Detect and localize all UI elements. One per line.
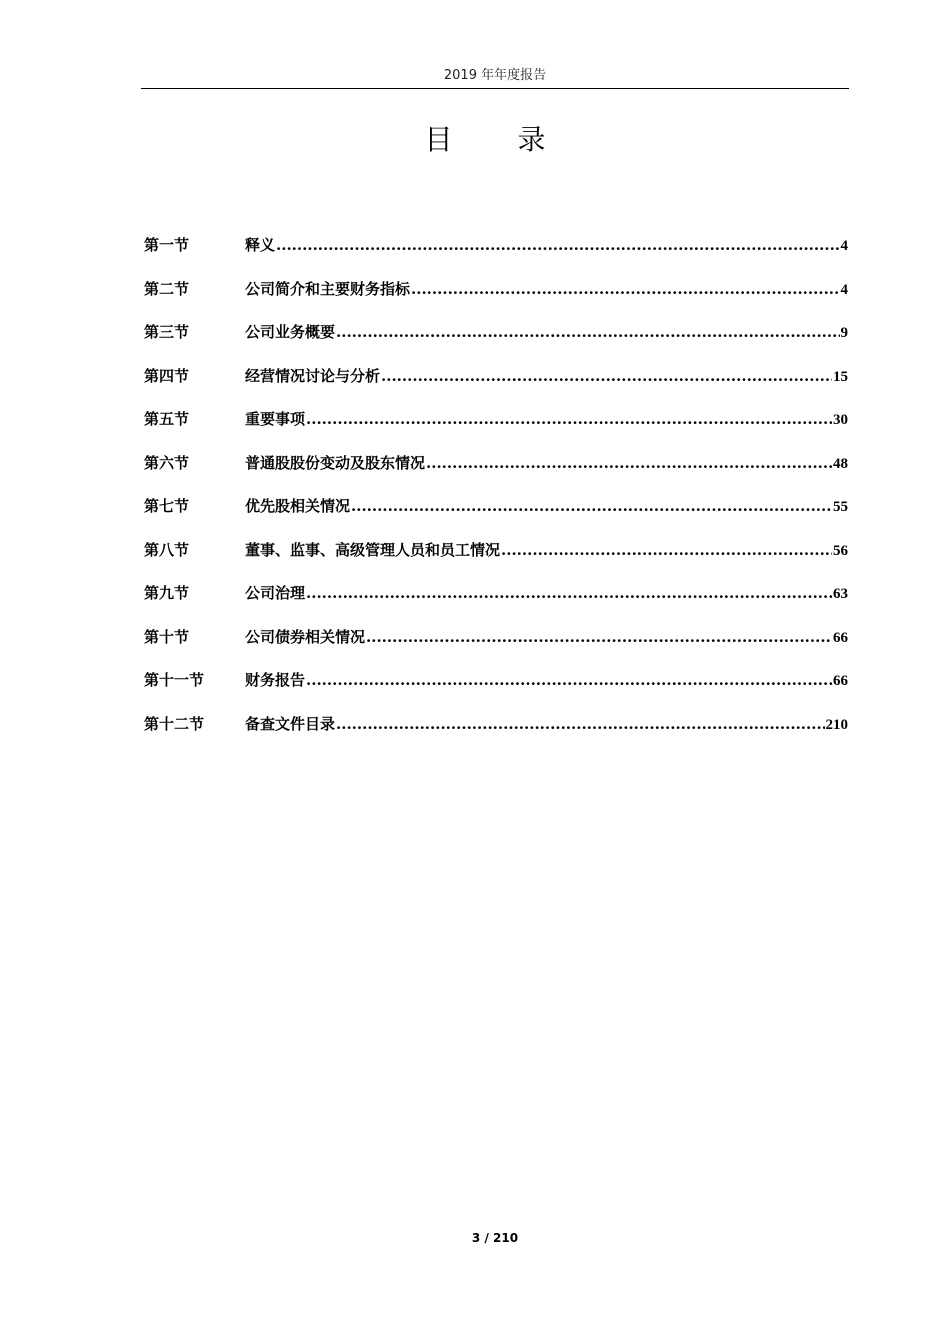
toc-leader-dots [336,321,839,343]
toc-page-number: 30 [833,412,848,428]
table-of-contents [144,234,848,756]
toc-entry[interactable] [144,495,848,539]
toc-title: 目 录 [424,123,574,156]
toc-section-number: 第二节 [144,279,190,298]
toc-entry[interactable] [144,408,848,452]
toc-leader-dots [306,582,832,604]
toc-section-title: 公司简介和主要财务指标 [245,279,411,298]
toc-section-number: 第十节 [144,627,190,646]
toc-leader-dots [366,626,832,648]
toc-page-number: 210 [825,716,848,733]
page-number-footer: 3 / 210 [471,1231,519,1245]
page-header: 2019 年年度报告 [443,68,547,83]
toc-page-number: 66 [833,673,848,689]
toc-section-title: 释义 [245,236,276,254]
toc-section-title: 经营情况讨论与分析 [245,366,381,385]
toc-section-title: 普通股股份变动及股东情况 [245,453,426,472]
toc-leader-dots [501,539,832,561]
toc-section-title: 备查文件目录 [245,714,336,733]
toc-page-number: 9 [840,325,848,341]
toc-section-number: 第七节 [144,497,190,515]
toc-leader-dots [426,452,832,474]
toc-section-title: 公司治理 [245,584,306,602]
toc-section-title: 公司债券相关情况 [245,627,366,646]
toc-section-title: 重要事项 [245,410,306,428]
toc-entry[interactable] [144,234,848,278]
toc-leader-dots [381,365,832,387]
toc-page-number: 48 [833,455,848,472]
toc-page-number: 63 [833,586,848,602]
toc-entry[interactable] [144,669,848,713]
toc-section-number: 第五节 [144,410,190,428]
toc-entry[interactable] [144,278,848,322]
toc-page-number: 15 [833,368,848,385]
toc-entry[interactable] [144,582,848,626]
toc-page-number: 66 [833,629,848,646]
toc-section-title: 财务报告 [245,671,306,689]
toc-entry[interactable] [144,321,848,365]
toc-section-number: 第十二节 [144,714,205,733]
toc-entry[interactable] [144,626,848,670]
toc-section-number: 第六节 [144,453,190,472]
toc-page-number: 4 [840,281,848,298]
toc-leader-dots [306,669,832,691]
toc-page-number: 55 [833,499,848,515]
toc-section-number: 第十一节 [144,671,205,689]
toc-page-number: 4 [840,238,848,254]
toc-entry[interactable] [144,365,848,409]
header-divider [141,88,849,89]
toc-entry[interactable] [144,713,848,757]
toc-leader-dots [351,495,832,517]
toc-section-number: 第八节 [144,540,190,559]
toc-entry[interactable] [144,452,848,496]
toc-leader-dots [336,713,824,735]
toc-section-title: 董事、监事、高级管理人员和员工情况 [245,540,501,559]
toc-leader-dots [411,278,839,300]
toc-leader-dots [276,234,839,256]
toc-page-number: 56 [833,542,848,559]
toc-section-number: 第四节 [144,366,190,385]
toc-section-number: 第三节 [144,323,190,341]
toc-section-title: 公司业务概要 [245,323,336,341]
toc-entry[interactable] [144,539,848,583]
toc-section-title: 优先股相关情况 [245,497,351,515]
toc-leader-dots [306,408,832,430]
toc-section-number: 第九节 [144,584,190,602]
toc-section-number: 第一节 [144,236,190,254]
